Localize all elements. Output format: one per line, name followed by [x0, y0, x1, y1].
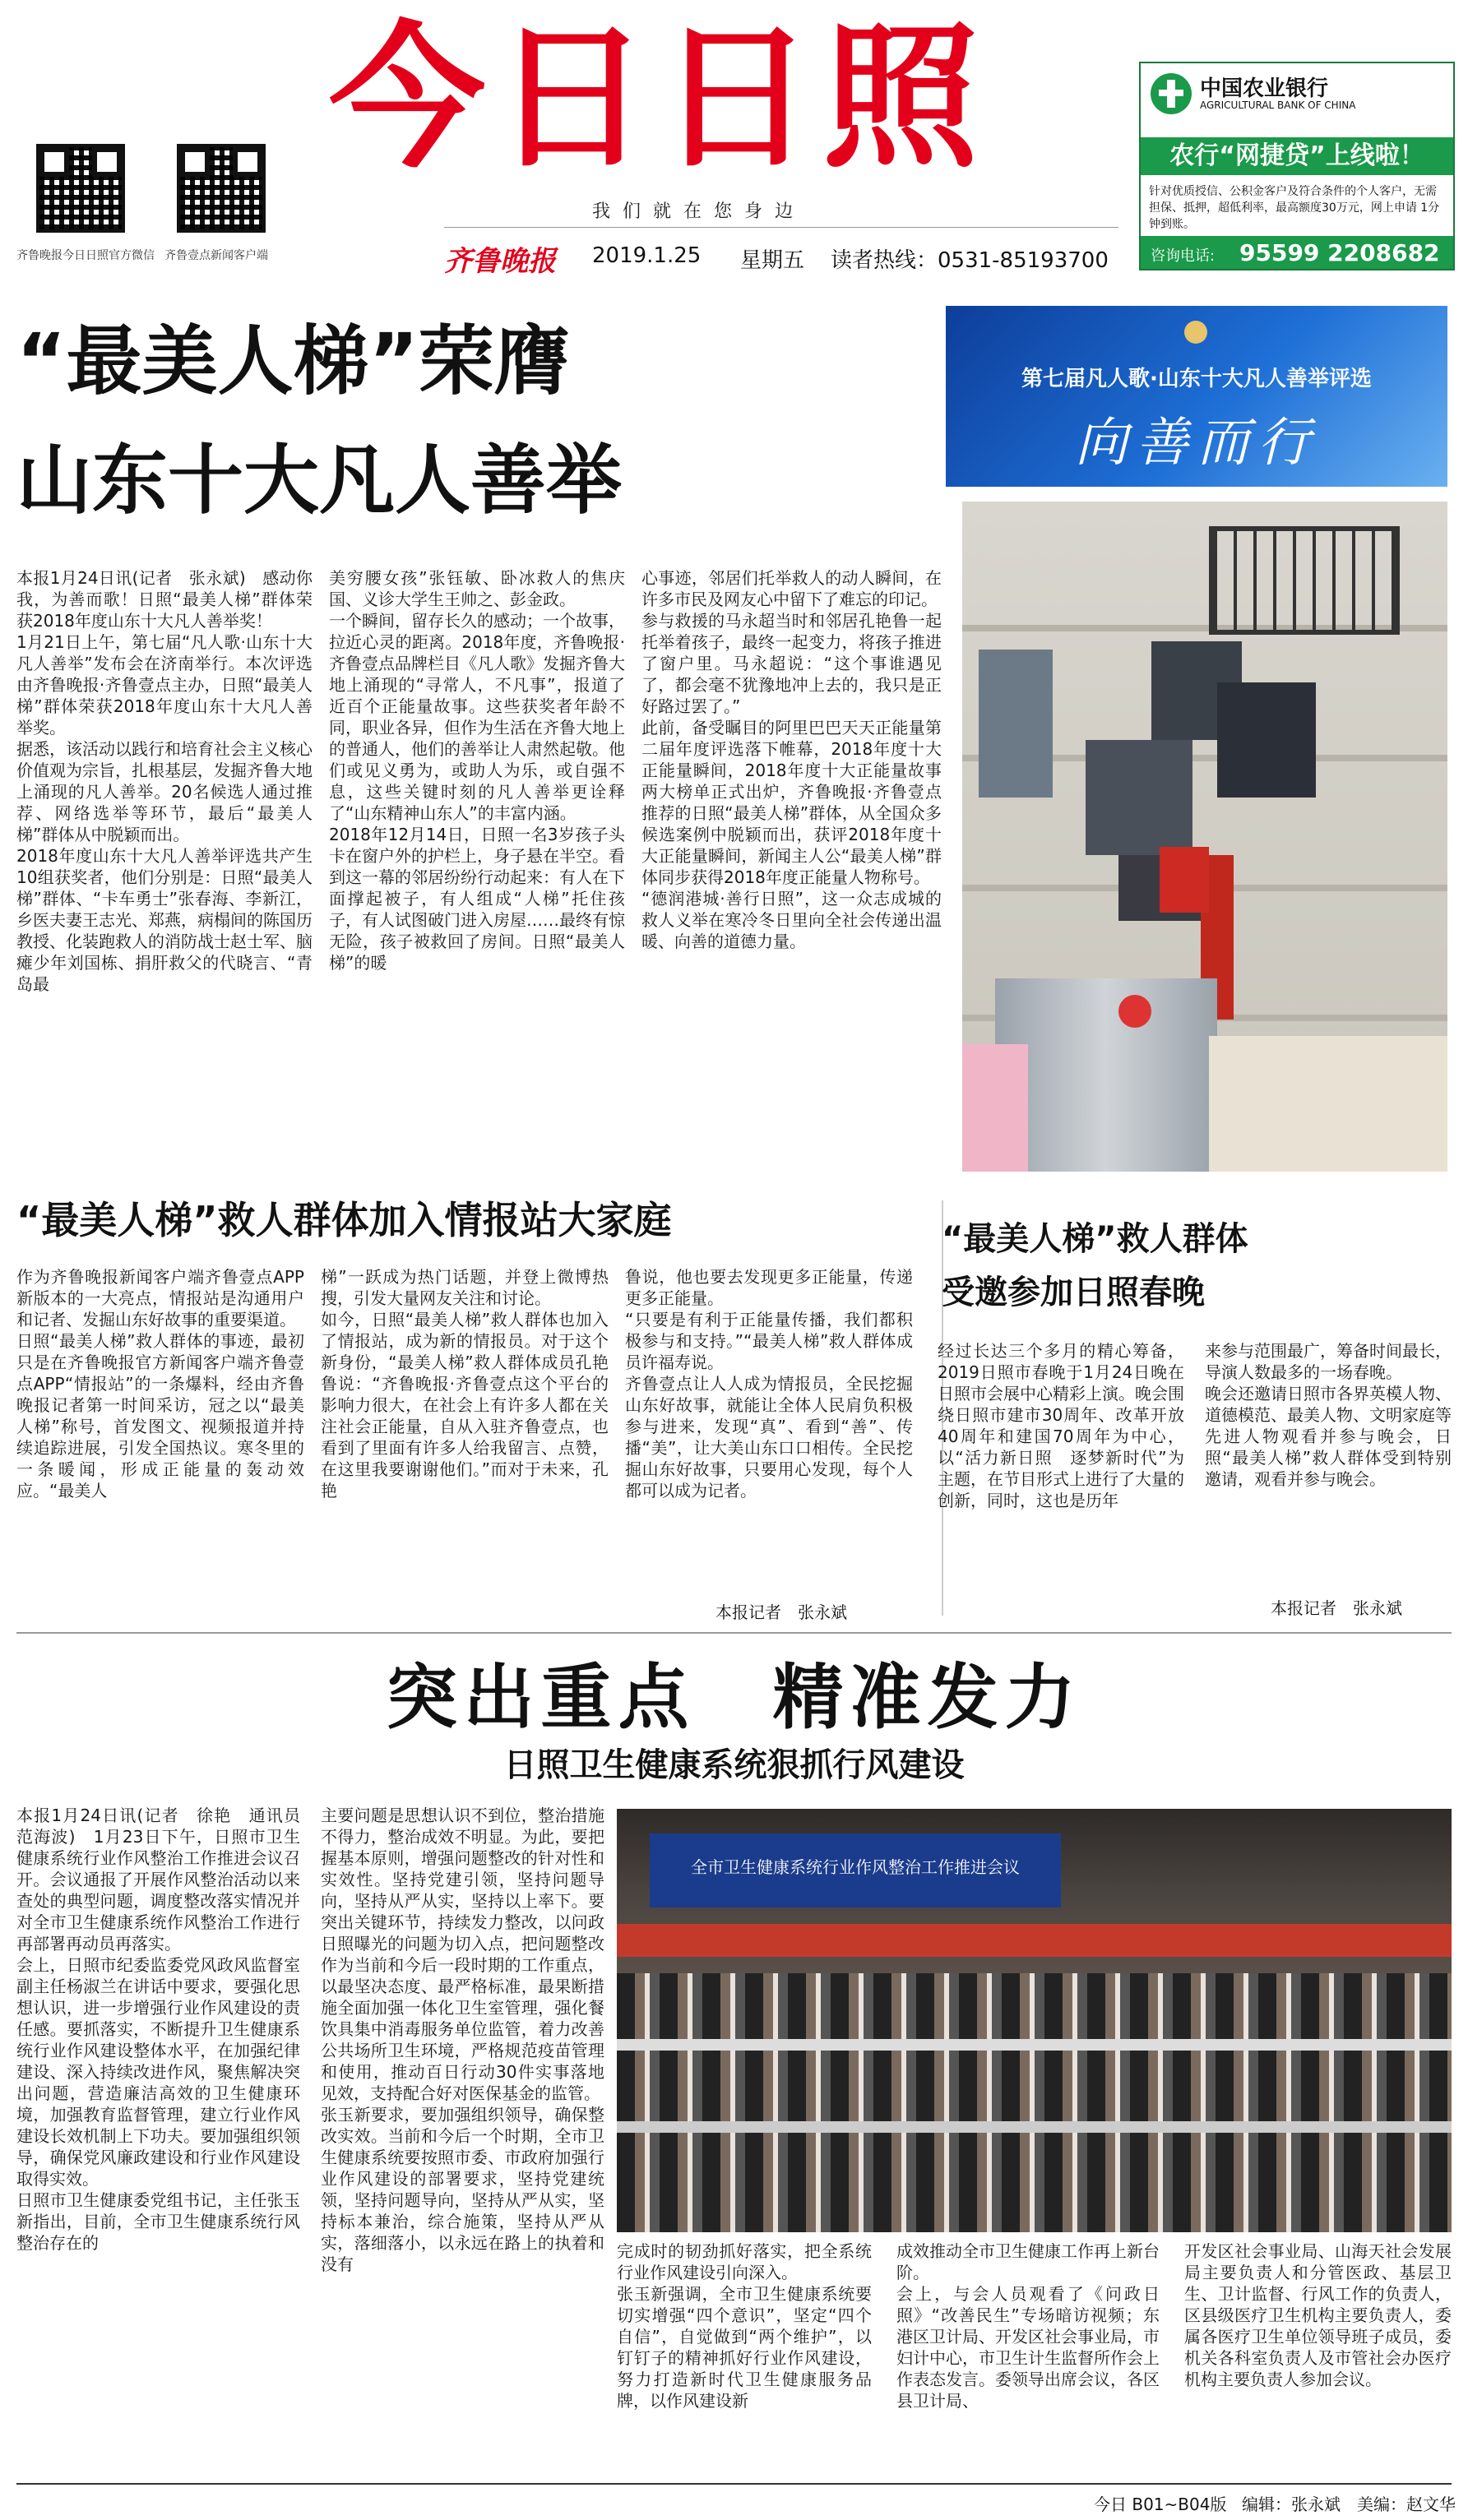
banner-title: 第七届凡人歌·山东十大凡人善举评选	[1021, 367, 1372, 391]
banner-logo-icon	[1184, 321, 1207, 344]
footer-editor: 编辑：张永斌	[1242, 2495, 1341, 2514]
masthead-title: 今日日照	[329, 7, 988, 189]
story3-headline-line1: “最美人梯”救人群体	[942, 1220, 1248, 1258]
story3-col2: 来参与范围最广，筹备时间最长，导演人数最多的一场春晚。 晚会还邀请日照市各界英模人物、道德模范、最美人物、文明家庭等先进人物观看并参与晚会，日照“最美人梯”救人群体受到特别邀请，观看并参与晚会。	[1205, 1341, 1452, 1489]
qr-code-app[interactable]	[177, 144, 266, 233]
meeting-photo	[617, 1809, 1452, 2232]
story4-col2: 主要问题是思想认识不到位，整治措施不得力，整治成效不明显。为此，要把握基本原则，增强问题整改的针对性和实效性。坚持党建引领，坚持问题导向，坚持从严从实，坚持以上率下。要突出关键环节，持续发力整改，以问政日照曝光的问题为切入点，把问题整改作为当前和今后一段时期的工作重点，以最坚决态度、最严格标准，最果断措施全面加强一体化卫生室管理，强化餐饮具集中消毒服务单位监管，着力改善公共场所卫生环境，严格规范疫苗管理和使用，推动百日行动30件实事落地见效，支持配合好对医保基金的监管。 张玉新要求，要加强组织领导，确保整改实效。当前和今后一个时期，全市卫生健康系统要按照市委、市政府加强行业作风建设的部署要求，坚持党建统领，坚持问题导向，坚持从严从实，坚持标本兼治，综合施策，坚持从严从实，落细落小，以永远在路上的执着和没有	[321, 1806, 604, 2274]
bank-ad[interactable]	[1139, 62, 1455, 270]
story3-byline: 本报记者 张永斌	[1271, 1598, 1402, 1618]
footer-section: 今日 B01~B04版	[1094, 2495, 1227, 2514]
event-banner	[946, 306, 1447, 487]
story4-subhead: 日照卫生健康系统狠抓行风建设	[503, 1746, 965, 1784]
ad-description: 针对优质授信、公积金客户及符合条件的个人客户，无需担保、抵押，超低利率，最高额度30万元，网上申请 1分钟到账。	[1149, 185, 1440, 231]
meeting-banner-text: 全市卫生健康系统行业作风整治工作推进会议	[691, 1857, 1020, 1877]
masthead-slogan: 我 们 就 在 您 身 边	[592, 201, 796, 222]
ad-slogan: 农行“网捷贷”上线啦！	[1141, 137, 1453, 175]
story4-headline: 突出重点 精准发力	[386, 1657, 1082, 1739]
reader-hotline: 读者热线：0531-85193700	[831, 248, 1109, 273]
story1-col1: 本报1月24日讯(记者 张永斌) 感动你我，为善而歌！日照“最美人梯”群体荣获2018年度山东十大凡人善举奖！ 1月21日上午，第七届“凡人歌·山东十大凡人善举”发布会在济南举行。本次评选由齐鲁晚报·齐鲁壹点主办，日照“最美人梯”群体荣获2018年度山东十大凡人善举奖。 据悉，该活动以践行和培育社会主义核心价值观为宗旨，扎根基层，发掘齐鲁大地上涌现的凡人善举。20名候选人通过推荐、网络选举等环节，最后“最美人梯”群体从中脱颖而出。 2018年度山东十大凡人善举评选共产生10组获奖者，他们分别是：日照“最美人梯”群体、“卡车勇士”张春海、李新江，乡医夫妻王志光、郑燕，病榻间的陈国历教授、化装跑救人的消防战士赵士军、脑瘫少年刘国栋、捐肝救父的代晓言、“青岛最	[16, 568, 313, 994]
story1-col2: 美穷腰女孩”张钰敏、卧冰救人的焦庆国、义诊大学生王帅之、彭金政。 一个瞬间，留存长久的感动；一个故事，拉近心灵的距离。2018年度，齐鲁晚报·齐鲁壹点品牌栏目《凡人歌》发掘齐鲁大地上涌现的“寻常人，不凡事”，报道了近百个正能量故事。这些获奖者年龄不同，职业各异，但作为生活在齐鲁大地上的普通人，他们的善举让人肃然起敬。他们或见义勇为，或助人为乐，或自强不息，这些关键时刻的凡人善举更诠释了“山东精神山东人”的丰富内涵。 2018年12月14日，日照一名3岁孩子头卡在窗户外的护栏上，身子悬在半空。看到这一幕的邻居纷纷行动起来：有人在下面撑起被子，有人组成“人梯”托住孩子，有人试图破门进入房屋……最终有惊无险，孩子被救回了房间。日照“最美人梯”的暖	[329, 568, 625, 973]
masthead-rule	[444, 227, 1118, 228]
footer-rule	[16, 2483, 1452, 2485]
story4-col5: 开发区社会事业局、山海天社会发展局主要负责人和分管医政、基层卫生、卫计监督、行风工作的负责人，区县级医疗卫生机构主要负责人，委属各医疗卫生单位领导班子成员，委机关各科室负责人及市管社会办医疗机构主要负责人参加会议。	[1184, 2241, 1452, 2389]
ad-phone-bar	[1141, 236, 1453, 269]
issue-date: 2019.1.25	[592, 243, 702, 268]
paper-logo: 齐鲁晚报	[444, 245, 556, 278]
story2-col2: 梯”一跃成为热门话题，并登上微博热搜，引发大量网友关注和讨论。 如今，日照“最美人梯”救人群体也加入了情报站，成为新的情报员。对于这个新身份，“最美人梯”救人群体成员孔艳鲁说：“齐鲁晚报·齐鲁壹点这个平台的影响力很大，在社会上有许多人都在关注社会正能量，自从入驻齐鲁壹点，也看到了里面有许多人给我留言、点赞，在这里我要谢谢他们。”而对于未来，孔艳	[321, 1267, 609, 1500]
ad-phone-label: 咨询电话:	[1151, 247, 1216, 265]
bank-name-cn: 中国农业银行	[1200, 76, 1329, 101]
footer-designer: 美编：赵文华	[1357, 2495, 1456, 2514]
story4-col3: 完成时的韧劲抓好落实，把全系统行业作风建设引向深入。 张玉新强调，全市卫生健康系统要切实增强“四个意识”，坚定“四个自信”，自觉做到“两个维护”，以钉钉子的精神抓好行业作风建设，努力打造新时代卫生健康服务品牌，以作风建设新	[617, 2241, 872, 2411]
story2-headline: “最美人梯”救人群体加入情报站大家庭	[16, 1198, 672, 1242]
story2-col1: 作为齐鲁晚报新闻客户端齐鲁壹点APP新版本的一大亮点，情报站是沟通用户和记者、发掘山东好故事的重要渠道。 日照“最美人梯”救人群体的事迹，最初只是在齐鲁晚报官方新闻客户端齐鲁壹点APP“情报站”的一条爆料，经由齐鲁晚报记者第一时间采访，冠之以“最美人梯”称号，首发图文、视频报道并持续追踪进展，引发全国热议。寒冬里的一条暖闻，形成正能量的轰动效应。“最美人	[16, 1267, 304, 1500]
bank-logo-icon	[1151, 73, 1192, 114]
qr-label-wechat: 齐鲁晚报今日日照官方微信	[16, 249, 155, 262]
story3-col1: 经过长达三个多月的精心筹备，2019日照市春晚于1月24日晚在日照市会展中心精彩上演。晚会围绕日照市建市30周年、改革开放40周年和建国70周年为中心，以“活力新日照 逐梦新时代”为主题，在节目形式上进行了大量的创新，同时，这也是历年	[938, 1341, 1184, 1510]
story2-byline: 本报记者 张永斌	[715, 1602, 847, 1622]
story1-col3: 心事迹，邻居们托举救人的动人瞬间，在许多市民及网友心中留下了难忘的印记。 参与救援的马永超当时和邻居孔艳鲁一起托举着孩子，最终一起变力，将孩子推进了窗户里。马永超说：“这个事谁遇见了，都会毫不犹豫地冲上去的，我只是正好路过罢了。” 此前，备受瞩目的阿里巴巴天天正能量第二届年度评选落下帷幕，2018年度十大正能量瞬间，2018年度十大正能量故事两大榜单正式出炉，齐鲁晚报·齐鲁壹点推荐的日照“最美人梯”群体，从全国众多候选案例中脱颖而出，获评2018年度十大正能量瞬间，新闻主人公“最美人梯”群体同步获得2018年度正能量人物称号。 “德润港城·善行日照”，这一众志成城的救人义举在寒冷冬日里向全社会传递出温暖、向善的道德力量。	[641, 568, 942, 951]
human-ladder-photo	[962, 502, 1447, 1172]
story1-headline-line1: “最美人梯”荣膺	[16, 317, 570, 405]
story3-headline-line2: 受邀参加日照春晚	[942, 1274, 1205, 1311]
story1-headline-line2: 山东十大凡人善举	[16, 437, 623, 525]
story2-col3: 鲁说，他也要去发现更多正能量，传递更多正能量。 “只要是有利于正能量传播，我们都积极参与和支持。”“最美人梯”救人群体成员许福寿说。 齐鲁壹点让人人成为情报员，全民挖掘山东好故事，就能让全体人民肩负积极参与进来，发现“真”、看到“善”、传播“美”，让大美山东口口相传。全民挖掘山东好故事，只要用心发现，每个人都可以成为记者。	[625, 1267, 913, 1500]
section-divider	[16, 1632, 1452, 1634]
qr-code-wechat[interactable]	[36, 144, 125, 233]
issue-weekday: 星期五	[740, 248, 805, 273]
ad-phone: 95599 2208682	[1239, 239, 1440, 266]
bank-name-en: AGRICULTURAL BANK OF CHINA	[1200, 99, 1356, 111]
story4-col4: 成效推动全市卫生健康工作再上新台阶。 会上，与会人员观看了《问政日照》“改善民生”专场暗访视频；东港区卫计局、开发区社会事业局，市妇计中心，市卫生计生监督所作会上作表态发言。委领导出席会议，各区县卫计局、	[896, 2241, 1160, 2411]
story4-col1: 本报1月24日讯(记者 徐艳 通讯员 范海波) 1月23日下午，日照市卫生健康系统行业作风整治工作推进会议召开。会议通报了开展作风整治活动以来查处的典型问题，调度整改落实情况并对全市卫生健康系统作风整治工作进行再部署再动员再落实。 会上，日照市纪委监委党风政风监督室副主任杨淑兰在讲话中要求，要强化思想认识，进一步增强行业作风建设的责任感。要抓落实，不断提升卫生健康系统行业作风建设整体水平，在加强纪律建设、深入持续改进作风，聚焦解决突出问题，营造廉洁高效的卫生健康环境，加强教育监督管理，建立行业作风建设长效机制上下功夫。要加强组织领导，确保党风廉政建设和行业作风建设取得实效。 日照市卫生健康委党组书记，主任张玉新指出，目前，全市卫生健康系统行风整治存在的	[16, 1806, 300, 2253]
qr-label-app: 齐鲁壹点新闻客户端	[164, 249, 268, 262]
banner-calligraphy: 向善而行	[1075, 413, 1318, 474]
